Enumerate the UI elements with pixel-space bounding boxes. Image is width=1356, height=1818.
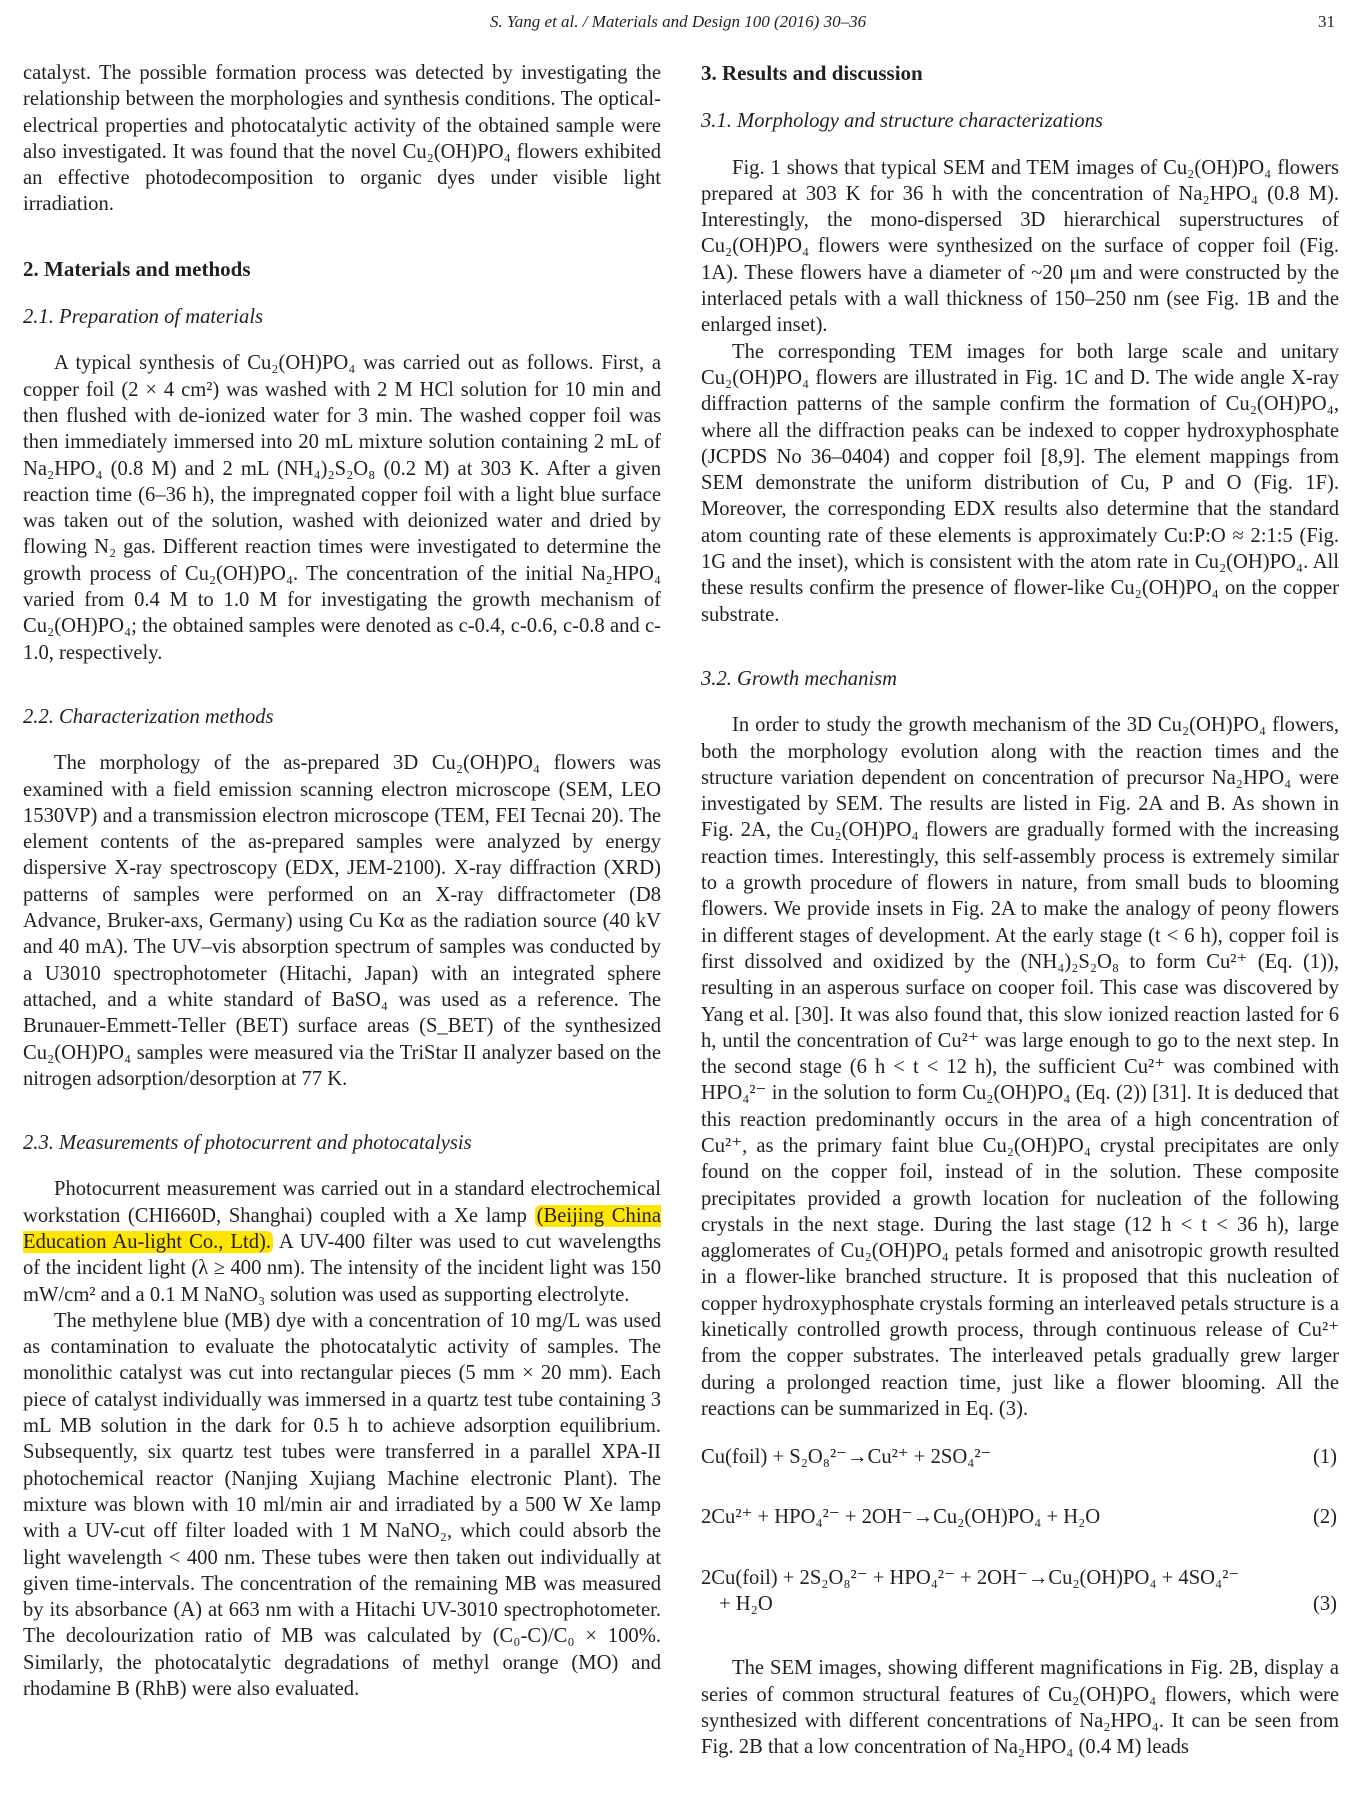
- equation-3: [701, 1565, 1339, 1618]
- subsection-2-3-title: 2.3. Measurements of photocurrent and photocatalysis: [23, 1132, 472, 1155]
- paragraph-2-1: A typical synthesis of Cu₂(OH)PO₄ was carried out as follows. First, a copper foil (2 × 4 cm²) was washed with 2 M HCl solution for 10 min and then flushed with de-ionized water for 3 min. The washed copper foil was then immediately immersed into 20 mL mixture solution containing 2 mL of Na₂HPO₄ (0.8 M) and 2 mL (NH₄)₂S₂O₈ (0.2 M) at 303 K. After a given reaction time (6–36 h), the impregnated copper foil with a light blue surface was taken out of the solution, washed with deionized water and dried by flowing N₂ gas. Different reaction times were investigated to determine the growth process of Cu₂(OH)PO₄. The concentration of the initial Na₂HPO₄ varied from 0.4 M to 1.0 M for investigating the growth mechanism of Cu₂(OH)PO₄; the obtained samples were denoted as c-0.4, c-0.6, c-0.8 and c-1.0, respectively.: [23, 352, 661, 664]
- photocurrent-text-start: Photocurrent measurement was carried out in a standard electrochemical workstation (CHI660D, Shanghai) coupled with a Xe lamp: [23, 1178, 661, 1227]
- right-column: [701, 60, 1339, 1761]
- photocurrent-text-end: A UV-400 filter was used to cut wavelengths of the incident light (λ ≥ 400 nm). The intensity of the incident light was 150 mW/cm² and a 0.1 M NaNO₃ solution was used as supporting electrolyte.: [23, 1230, 662, 1306]
- paragraph-2-3-photocatalysis: The methylene blue (MB) dye with a concentration of 10 mg/L was used as contamination to evaluate the photocatalytic activity of samples. The monolithic catalyst was cut into rectangular pieces (5 mm × 20 mm). Each piece of catalyst individually was immersed in a quartz test tube containing 3 mL MB solution in the dark for 0.5 h to achieve adsorption equilibrium. Subsequently, six quartz test tubes were transferred in a parallel XPA-II photochemical reactor (Nanjing Xujiang Machine electronic Plant). The mixture was blown with 10 ml/min air and irradiated by a 500 W Xe lamp with a UV-cut off filter loaded with 1 M NaNO₂, which could absorb the light wavelength < 400 nm. These tubes were then taken out individually at given time-intervals. The concentration of the remaining MB was measured by its absorbance (A) at 663 nm with a Hitachi UV-3010 spectrophotometer. The decolourization ratio of MB was calculated by (C₀-C)/C₀ × 100%. Similarly, the photocatalytic degradations of methyl orange (MO) and rhodamine B (RhB) were also evaluated.: [23, 1309, 661, 1701]
- equation-3-line-2: + H₂O: [719, 1593, 773, 1616]
- paragraph-3-3: The SEM images, showing different magnifications in Fig. 2B, display a series of common structural features of Cu₂(OH)PO₄ flowers, which were synthesized with different concentrations of Na₂HPO₄. It can be seen from Fig. 2B that a low concentration of Na₂HPO₄ (0.4 M) leads: [701, 1657, 1339, 1759]
- running-title: S. Yang et al. / Materials and Design 100 (2016) 30–36: [489, 12, 867, 31]
- equation-2-text: 2Cu²⁺ + HPO₄²⁻ + 2OH⁻→Cu₂(OH)PO₄ + H₂O: [701, 1505, 1101, 1528]
- equation-3-line-1: 2Cu(foil) + 2S₂O₈²⁻ + HPO₄²⁻ + 2OH⁻→Cu₂(OH)PO₄ + 4SO₄²⁻: [701, 1566, 1240, 1589]
- equation-2: [701, 1504, 1339, 1530]
- equation-1-text: Cu(foil) + S₂O₈²⁻→Cu²⁺ + 2SO₄²⁻: [701, 1446, 992, 1469]
- running-header: [0, 12, 1356, 38]
- highlighted-text[interactable]: (Beijing China Education Au-light Co., Ltd).: [23, 1204, 661, 1253]
- equation-1: [701, 1444, 1339, 1470]
- subsection-3-2-title: 3.2. Growth mechanism: [701, 667, 898, 690]
- paragraph-3-1-a: Fig. 1 shows that typical SEM and TEM images of Cu₂(OH)PO₄ flowers prepared at 303 K for 36 h with the concentration of Na₂HPO₄ (0.8 M). Interestingly, the mono-dispersed 3D hierarchical superstructures of Cu₂(OH)PO₄ flowers were synthesized on the surface of copper foil (Fig. 1A). These flowers have a diameter of ~20 μm and were constructed by the interlaced petals with a wall thickness of 150–250 nm (see Fig. 1B and the enlarged inset).: [701, 156, 1339, 337]
- paragraph-2-2: The morphology of the as-prepared 3D Cu₂(OH)PO₄ flowers was examined with a field emission scanning electron microscope (SEM, LEO 1530VP) and a transmission electron microscope (TEM, FEI Tecnai 20). The element contents of the as-prepared samples were analyzed by energy dispersive X-ray spectroscopy (EDX, JEM-2100). X-ray diffraction (XRD) patterns of samples were performed on an X-ray diffractometer (D8 Advance, Bruker-axs, Germany) using Cu Kα as the radiation source (40 kV and 40 mA). The UV–vis absorption spectrum of samples was conducted by a U3010 spectrophotometer (Hitachi, Japan) with an integrated sphere attached, and a white standard of BaSO₄ was used as a reference. The Brunauer-Emmett-Teller (BET) surface areas (S_BET) of the synthesized Cu₂(OH)PO₄ samples were measured via the TriStar II analyzer based on the nitrogen adsorption/desorption at 77 K.: [23, 752, 661, 1090]
- subsection-2-1-title: 2.1. Preparation of materials: [23, 306, 264, 329]
- equation-2-number: (2): [1312, 1505, 1337, 1528]
- page-number: 31: [1318, 12, 1335, 31]
- equation-1-number: (1): [1312, 1446, 1337, 1469]
- paragraph-2-3-photocurrent: [23, 1176, 661, 1307]
- subsection-3-1-title: 3.1. Morphology and structure characterizations: [701, 110, 1103, 133]
- equation-3-number: (3): [1312, 1592, 1337, 1615]
- section-2-title: 2. Materials and methods: [23, 256, 251, 281]
- intro-continuation: catalyst. The possible formation process was detected by investigating the relationship between the morphologies and synthesis conditions. The optical-electrical properties and photocatalytic activity of the obtained sample were also investigated. It was found that the novel Cu₂(OH)PO₄ flowers exhibited an effective photodecomposition to organic dyes under visible light irradiation.: [23, 62, 661, 216]
- paragraph-3-1-b: The corresponding TEM images for both large scale and unitary Cu₂(OH)PO₄ flowers are illustrated in Fig. 1C and D. The wide angle X-ray diffraction patterns of the sample confirm the formation of Cu₂(OH)PO₄, where all the diffraction peaks can be indexed to copper hydroxyphosphate (JCPDS No 36–0404) and copper foil [8,9]. The element mappings from SEM demonstrate the uniform distribution of Cu, P and O (Fig. 1F). Moreover, the corresponding EDX results also determine that the standard atom counting rate of these elements is approximately Cu:P:O ≈ 2:1:5 (Fig. 1G and the inset), which is consistent with the atom rate in Cu₂(OH)PO₄. All these results confirm the presence of flower-like Cu₂(OH)PO₄ on the copper substrate.: [701, 340, 1339, 626]
- subsection-2-2-title: 2.2. Characterization methods: [23, 705, 274, 728]
- paragraph-3-2: In order to study the growth mechanism of the 3D Cu₂(OH)PO₄ flowers, both the morphology evolution along with the reaction times and the structure variation dependent on concentration of precursor Na₂HPO₄ were investigated by SEM. The results are listed in Fig. 2A and B. As shown in Fig. 2A, the Cu₂(OH)PO₄ flowers are gradually formed with the increasing reaction times. Interestingly, this self-assembly process is extremely similar to a growth procedure of flowers in nature, from small buds to blooming flowers. We provide insets in Fig. 2A to make the analogy of peony flowers in different stages of development. At the early stage (t < 6 h), copper foil is first dissolved and oxidized by the (NH₄)₂S₂O₈ to form Cu²⁺ (Eq. (1)), resulting in an asperous surface on cooper foil. This case was discovered by Yang et al. [30]. It was also found that, this slow ionized reaction lasted for 6 h, until the concentration of Cu²⁺ was large enough to go to the next step. In the second stage (6 h < t < 12 h), the sufficient Cu²⁺ was combined with HPO₄²⁻ in the solution to form Cu₂(OH)PO₄ (Eq. (2)) [31]. It is deduced that this reaction predominantly occurs in the area of a high concentration of Cu²⁺, as the primary faint blue Cu₂(OH)PO₄ crystal precipitates are only found on the copper foil, instead of in the solution. These composite precipitates provided a growth location for nucleation of the following crystals in the next stage. During the last stage (12 h < t < 36 h), large agglomerates of Cu₂(OH)PO₄ petals formed and anisotropic growth resulted in a flower-like branched structure. It is proposed that this nucleation of copper hydroxyphosphate crystals forming an interleaved petals structure is a kinetically controlled growth process, through continuous release of Cu²⁺ from the copper substrates. The interleaved petals gradually grew larger during a prolonged reaction time, just like a flower blooming. All the reactions can be summarized in Eq. (3).: [701, 714, 1339, 1420]
- left-column: [23, 60, 661, 1702]
- section-3-title: 3. Results and discussion: [701, 61, 923, 85]
